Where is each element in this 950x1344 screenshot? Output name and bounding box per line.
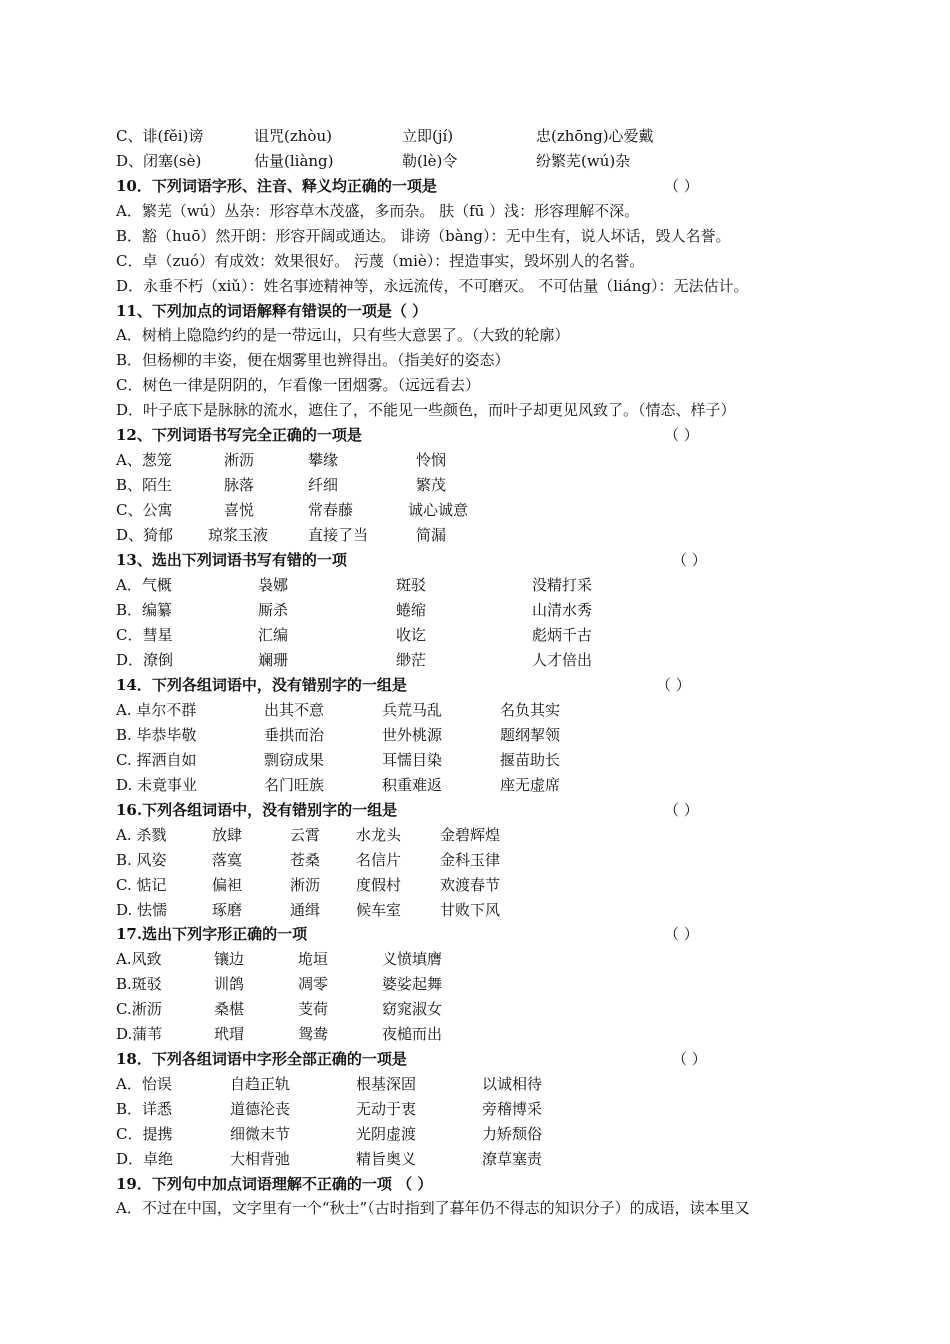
option-row: B. 风姿 落寞 苍桑 名信片 金科玉律 xyxy=(116,851,501,869)
option-row: B．编纂 厮杀 蜷缩 山清水秀 xyxy=(116,601,593,619)
answer-blank: （ ） xyxy=(672,551,707,569)
option-row: B．详悉 道德沦丧 无动于衷 旁稽博采 xyxy=(116,1100,543,1118)
option-line: A．不过在中国，文字里有一个“秋士”（古时指到了暮年仍不得志的知识分子）的成语，读本里又 xyxy=(116,1199,750,1217)
option-line: D、闭塞(sè) 估量(liàng) 勒(lè)令 纷繁芜(wú)杂 xyxy=(116,152,631,170)
option-row: A.风致 镶边 垝垣 义愤填膺 xyxy=(116,950,443,968)
option-row: C、公寓 喜悦 常春藤 诚心诚意 xyxy=(116,501,469,519)
answer-blank: （ ） xyxy=(664,426,699,444)
option-line: A．树梢上隐隐约约的是一带远山，只有些大意罢了。（大致的轮廓） xyxy=(116,326,570,344)
question-title: 13、选出下列词语书写有错的一项 xyxy=(116,551,347,569)
option-line: B．但杨柳的丰姿，便在烟雾里也辨得出。（指美好的姿态） xyxy=(116,351,510,369)
option-row: C. 惦记 偏袒 淅沥 度假村 欢渡春节 xyxy=(116,876,501,894)
option-line: C．树色一律是阴阴的，乍看像一团烟雾。（远远看去） xyxy=(116,376,480,394)
option-row: A. 杀戮 放肆 云霄 水龙头 金碧辉煌 xyxy=(116,826,501,844)
question-title: 17.选出下列字形正确的一项 xyxy=(116,925,308,943)
question-title: 11、下列加点的词语解释有错误的一项是（ ） xyxy=(116,302,428,320)
option-row: D、猗郁 琼浆玉液 直接了当 简漏 xyxy=(116,526,447,544)
question-title: 19．下列句中加点词语理解不正确的一项 （ ） xyxy=(116,1175,433,1193)
question-title: 16.下列各组词语中，没有错别字的一组是 xyxy=(116,801,398,819)
option-row: B.斑驳 训鸽 凋零 婆娑起舞 xyxy=(116,975,443,993)
question-title: 12、下列词语书写完全正确的一项是 xyxy=(116,426,362,444)
option-row: A．怡误 自趋正轨 根基深固 以诚相待 xyxy=(116,1075,543,1093)
answer-blank: （ ） xyxy=(664,177,699,195)
option-line: C、诽(fěi)谤 诅咒(zhòu) 立即(jí) 忠(zhōng)心爱戴 xyxy=(116,127,654,145)
option-row: A．气概 袅娜 斑驳 没精打采 xyxy=(116,576,593,594)
option-row: B、陌生 脉落 纤细 繁茂 xyxy=(116,476,447,494)
option-line: D．永垂不朽（xiǔ）：姓名事迹精神等，永远流传，不可磨灭。 不可估量（liáng）：无法估计。 xyxy=(116,277,749,295)
option-row: A、葱笼 淅沥 攀缘 怜悯 xyxy=(116,451,447,469)
question-title: 18．下列各组词语中字形全部正确的一项是 xyxy=(116,1050,407,1068)
option-row: D. 怯懦 琢磨 通缉 候车室 甘败下风 xyxy=(116,901,501,919)
question-title: 14．下列各组词语中，没有错别字的一组是 xyxy=(116,676,407,694)
option-line: C．卓（zuó）有成效：效果很好。 污蔑（miè）：捏造事实，毁坏别人的名誉。 xyxy=(116,252,645,270)
option-line: D．叶子底下是脉脉的流水，遮住了，不能见一些颜色，而叶子却更见风致了。（情态、样子） xyxy=(116,401,736,419)
option-row: C．提携 细微末节 光阴虚渡 力矫颓俗 xyxy=(116,1125,543,1143)
option-row: B. 毕恭毕敬 垂拱而治 世外桃源 题纲挈领 xyxy=(116,726,561,744)
question-title: 10．下列词语字形、注音、释义均正确的一项是 xyxy=(116,177,437,195)
option-line: B．豁（huō）然开朗：形容开阔或通达。 诽谤（bàng）：无中生有，说人坏话，毁人名誉。 xyxy=(116,227,731,245)
option-row: A. 卓尔不群 出其不意 兵荒马乱 名负其实 xyxy=(116,701,561,719)
option-row: D. 未竟事业 名门旺族 积重难返 座无虚席 xyxy=(116,776,561,794)
option-row: D．卓绝 大相背弛 精旨奥义 潦草塞责 xyxy=(116,1150,543,1168)
option-row: D．潦倒 斓珊 缈茫 人才倍出 xyxy=(116,651,593,669)
answer-blank: （ ） xyxy=(664,801,699,819)
option-row: C. 挥洒自如 剽窃成果 耳懦目染 揠苗助长 xyxy=(116,751,561,769)
answer-blank: （ ） xyxy=(664,925,699,943)
answer-blank: （ ） xyxy=(656,676,691,694)
option-row: D.蒲苇 玳瑁 鸳鸯 夜槌而出 xyxy=(116,1025,443,1043)
option-row: C.淅沥 桑椹 芰荷 窈窕淑女 xyxy=(116,1000,443,1018)
option-line: A．繁芜（wú）丛杂：形容草木茂盛，多而杂。 肤（fū ）浅：形容理解不深。 xyxy=(116,202,640,220)
option-row: C．彗星 汇编 收讫 彪炳千古 xyxy=(116,626,593,644)
answer-blank: （ ） xyxy=(672,1050,707,1068)
